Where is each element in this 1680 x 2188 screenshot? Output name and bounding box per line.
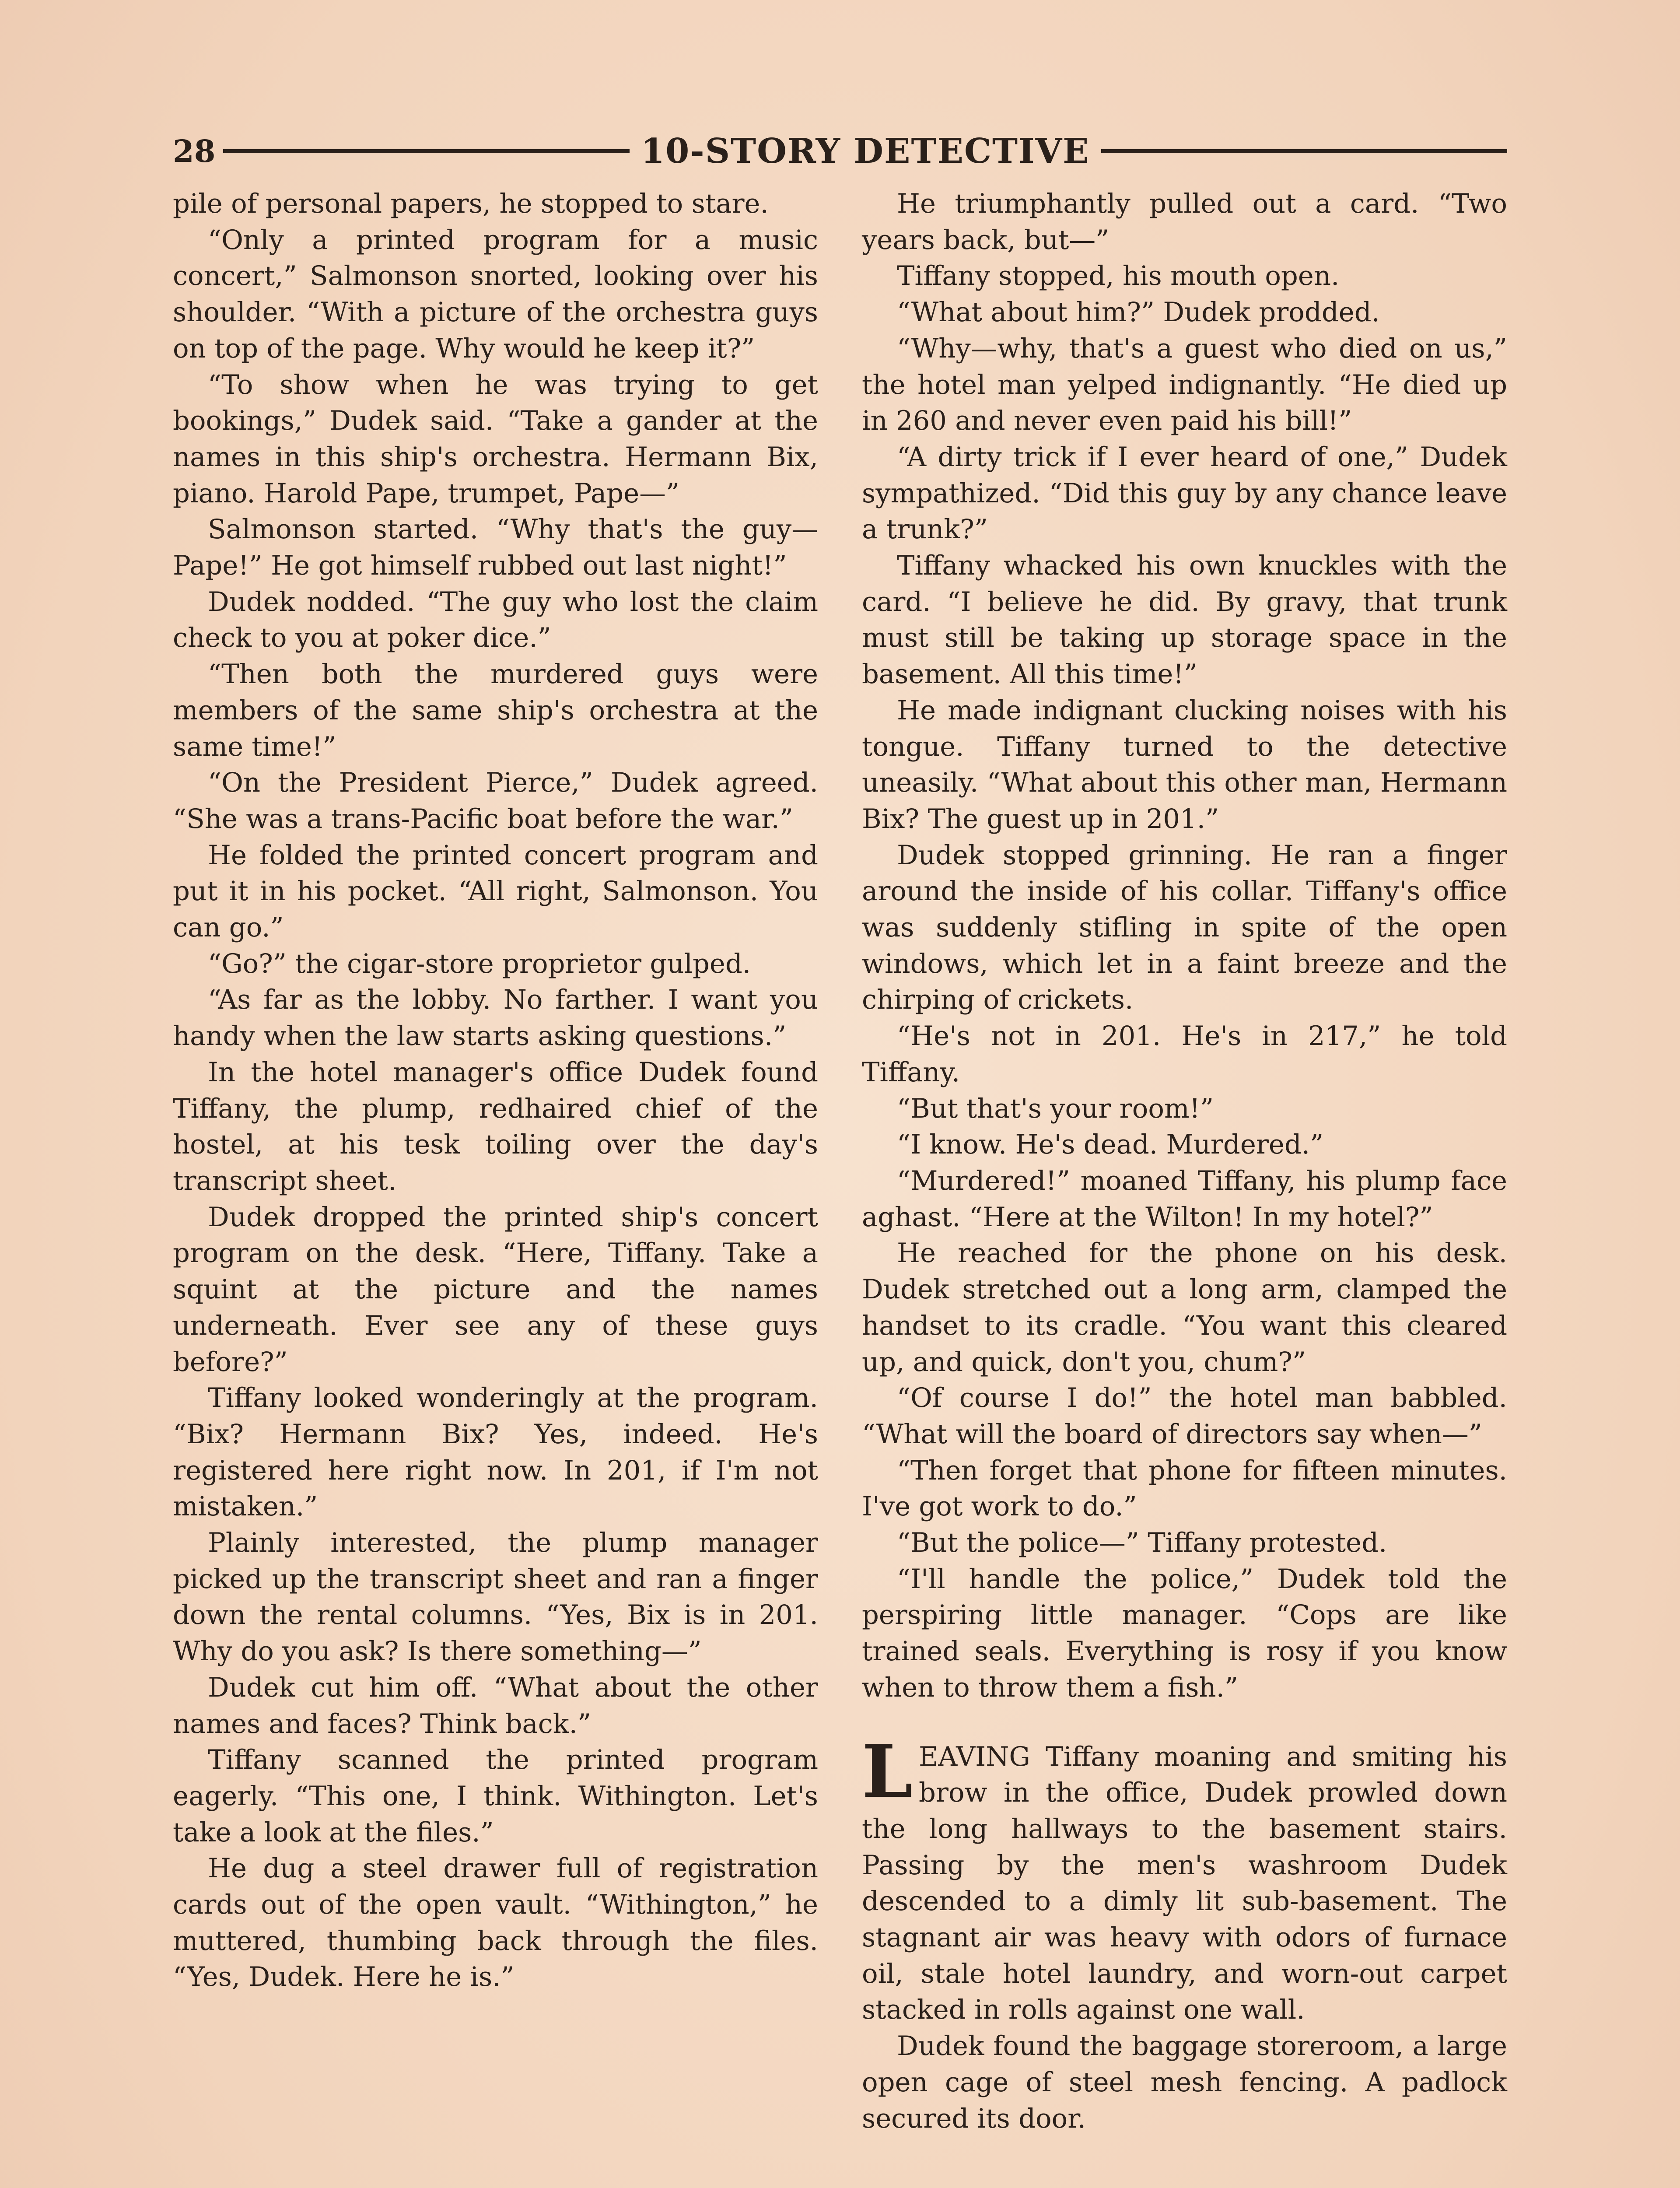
paragraph: Salmonson started. “Why that's the guy—Pape!” He got himself rubbed out last night!”	[173, 514, 818, 582]
paragraph: Tiffany looked wonderingly at the program. “Bix? Hermann Bix? Yes, indeed. He's registered here right now. In 201, if I'm not mistaken.”	[173, 1383, 818, 1522]
paragraph: “But that's your room!”	[897, 1093, 1214, 1124]
paragraph: Dudek cut him off. “What about the other names and faces? Think back.”	[173, 1672, 818, 1739]
paragraph: Tiffany stopped, his mouth open.	[897, 261, 1340, 292]
paragraph: pile of personal papers, he stopped to stare.	[173, 189, 769, 219]
left-column	[173, 186, 818, 1995]
right-column	[862, 186, 1507, 2137]
paragraph: He made indignant clucking noises with his tongue. Tiffany turned to the detective uneasily. “What about this other man, Hermann Bix? The guest up in 201.”	[862, 695, 1507, 835]
magazine-title: 10-STORY DETECTIVE	[640, 131, 1090, 171]
paragraph: He dug a steel drawer full of registration cards out of the open vault. “Withington,” he muttered, thumbing back through the files. “Yes, Dudek. Here he is.”	[173, 1853, 818, 1993]
paragraph: He reached for the phone on his desk. Dudek stretched out a long arm, clamped the handset to its cradle. “You want this cleared up, and quick, don't you, chum?”	[862, 1238, 1507, 1378]
paragraph: Dudek nodded. “The guy who lost the claim check to you at poker dice.”	[173, 586, 818, 654]
paragraph: Dudek found the baggage storeroom, a large open cage of steel mesh fencing. A padlock secured its door.	[862, 2031, 1507, 2134]
section-opening-text: EAVING Tiffany moaning and smiting his brow in the office, Dudek prowled down the long hallways to the basement stairs. Passing by the men's washroom Dudek descended to a dimly lit sub-basement. The stagnant air was heavy with odors of furnace oil, stale hotel laundry, and worn-out carpet stacked in rolls against one wall.	[862, 1741, 1507, 2026]
header-rule-right	[1101, 149, 1507, 153]
paragraph: “I'll handle the police,” Dudek told the perspiring little manager. “Cops are like trained seals. Everything is rosy if you know when to throw them a fish.”	[862, 1564, 1507, 1703]
paragraph: “Then both the murdered guys were members of the same ship's orchestra at the same time!”	[173, 659, 818, 762]
section-opening-paragraph	[862, 1729, 1507, 2029]
page-number: 28	[173, 133, 216, 169]
paragraph: Plainly interested, the plump manager picked up the transcript sheet and ran a finger down the rental columns. “Yes, Bix is in 201. Why do you ask? Is there something—”	[173, 1528, 818, 1667]
paragraph: “As far as the lobby. No farther. I want you handy when the law starts asking questions.”	[173, 985, 818, 1052]
paragraph: Tiffany whacked his own knuckles with the card. “I believe he did. By gravy, that trunk must still be taking up storage space in the basement. All this time!”	[862, 551, 1507, 690]
paragraph: “Go?” the cigar-store proprietor gulped.	[208, 948, 751, 979]
paragraph: “Then forget that phone for fifteen minutes. I've got work to do.”	[862, 1455, 1507, 1522]
paragraph: He triumphantly pulled out a card. “Two years back, but—”	[862, 189, 1507, 256]
paragraph: “What about him?” Dudek prodded.	[897, 297, 1380, 328]
paragraph: He folded the printed concert program and put it in his pocket. “All right, Salmonson. You can go.”	[173, 840, 818, 943]
paragraph: “But the police—” Tiffany protested.	[897, 1528, 1387, 1559]
paragraph: “I know. He's dead. Murdered.”	[897, 1129, 1324, 1161]
paragraph: “To show when he was trying to get bookings,” Dudek said. “Take a gander at the names in this ship's orchestra. Hermann Bix, piano. Harold Pape, trumpet, Pape—”	[173, 369, 818, 509]
paragraph: “Murdered!” moaned Tiffany, his plump face aghast. “Here at the Wilton! In my hotel?”	[862, 1165, 1507, 1233]
header-rule-left	[223, 149, 629, 153]
paragraph: Dudek stopped grinning. He ran a finger around the inside of his collar. Tiffany's office was suddenly stifling in spite of the open windows, which let in a faint breeze and the chirping of crickets.	[862, 840, 1507, 1016]
paragraph: “Only a printed program for a music concert,” Salmonson snorted, looking over his shoulder. “With a picture of the orchestra guys on top of the page. Why would he keep it?”	[173, 224, 818, 364]
paragraph: Dudek dropped the printed ship's concert program on the desk. “Here, Tiffany. Take a squint at the picture and the names underneath. Ever see any of these guys before?”	[173, 1202, 818, 1378]
paragraph: “On the President Pierce,” Dudek agreed. “She was a trans-Pacific boat before the war.”	[173, 768, 818, 835]
running-header	[173, 127, 1507, 175]
paragraph: “A dirty trick if I ever heard of one,” Dudek sympathized. “Did this guy by any chance leave a trunk?”	[862, 442, 1507, 545]
paragraph: In the hotel manager's office Dudek found Tiffany, the plump, redhaired chief of the hostel, at his tesk toiling over the day's transcript sheet.	[173, 1057, 818, 1196]
paragraph: “He's not in 201. He's in 217,” he told Tiffany.	[862, 1021, 1507, 1088]
paragraph: Tiffany scanned the printed program eagerly. “This one, I think. Withington. Let's take a look at the files.”	[173, 1745, 818, 1848]
paragraph: “Why—why, that's a guest who died on us,” the hotel man yelped indignantly. “He died up in 260 and never even paid his bill!”	[862, 333, 1507, 437]
paragraph: “Of course I do!” the hotel man babbled. “What will the board of directors say when—”	[862, 1383, 1507, 1450]
drop-cap: L	[862, 1729, 913, 1814]
